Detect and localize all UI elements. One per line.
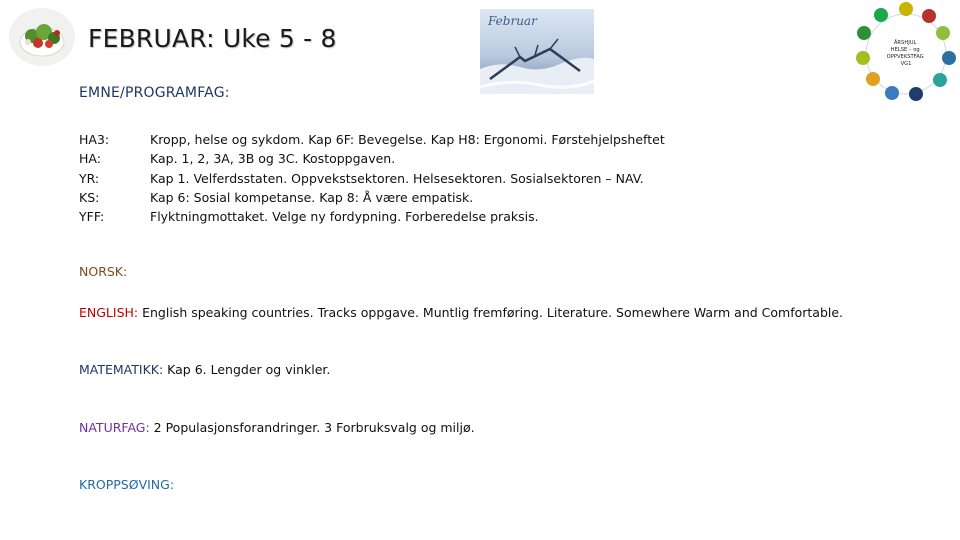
wheel-node <box>933 73 947 87</box>
year-wheel-diagram <box>852 0 960 108</box>
wheel-node <box>856 51 870 65</box>
wheel-center-line: VG1 <box>900 61 912 67</box>
matematikk-heading: MATEMATIKK: <box>79 362 168 377</box>
wheel-node <box>942 51 956 65</box>
programfag-list <box>79 130 665 226</box>
wheel-node <box>885 86 899 100</box>
english-section <box>79 305 843 320</box>
wheel-node <box>922 9 936 23</box>
emne-heading: EMNE/PROGRAMFAG: <box>79 85 230 101</box>
programfag-code: YFF: <box>79 209 105 225</box>
matematikk-section <box>79 362 330 377</box>
programfag-text: Flyktningmottaket. Velge ny fordypning. Forberedelse praksis. <box>150 209 539 225</box>
programfag-text: Kap. 1, 2, 3A, 3B og 3C. Kostoppgaven. <box>150 151 396 167</box>
wheel-node <box>874 8 888 22</box>
programfag-row <box>79 149 665 168</box>
programfag-text: Kropp, helse og sykdom. Kap 6F: Bevegelse. Kap H8: Ergonomi. Førstehjelpsheftet <box>150 132 665 148</box>
wheel-center-line: HELSE – og <box>890 47 920 53</box>
programfag-text: Kap 6: Sosial kompetanse. Kap 8: Å være empatisk. <box>150 190 474 206</box>
wheel-node <box>909 87 923 101</box>
wheel-node <box>866 72 880 86</box>
salad-bowl-logo <box>8 6 78 68</box>
programfag-row <box>79 130 665 149</box>
programfag-text: Kap 1. Velferdsstaten. Oppvekstsektoren. Helsesektoren. Sosialsektoren – NAV. <box>150 170 644 186</box>
programfag-row <box>79 169 665 188</box>
wheel-center-line: ÅRSHJUL <box>893 40 917 46</box>
month-image-label: Februar <box>488 14 537 28</box>
naturfag-text: 2 Populasjonsforandringer. 3 Forbruksvalg og miljø. <box>153 420 475 435</box>
svg-text:ÅRSHJUL HELSE – og OPP <box>887 39 926 67</box>
wheel-center-line: OPPVEKSTFAG <box>886 54 924 60</box>
naturfag-heading: NATURFAG: <box>79 420 154 435</box>
programfag-row <box>79 207 665 226</box>
winter-month-image <box>480 9 594 94</box>
wheel-node <box>936 26 950 40</box>
programfag-code: KS: <box>79 190 100 206</box>
programfag-code: YR: <box>79 170 100 186</box>
wheel-node <box>857 26 871 40</box>
programfag-row <box>79 188 665 207</box>
english-text: English speaking countries. Tracks oppgave. Muntlig fremføring. Literature. Somewhere Warm and Comfortable. <box>142 305 844 320</box>
naturfag-section <box>79 420 475 435</box>
page-title: FEBRUAR: Uke 5 - 8 <box>88 24 337 53</box>
programfag-code: HA3: <box>79 132 110 148</box>
norsk-heading: NORSK: <box>79 264 128 279</box>
matematikk-text: Kap 6. Lengder og vinkler. <box>167 362 331 377</box>
wheel-node <box>899 2 913 16</box>
kroppsoving-heading: KROPPSØVING: <box>79 477 175 492</box>
programfag-code: HA: <box>79 151 101 167</box>
english-heading: ENGLISH: <box>79 305 143 320</box>
